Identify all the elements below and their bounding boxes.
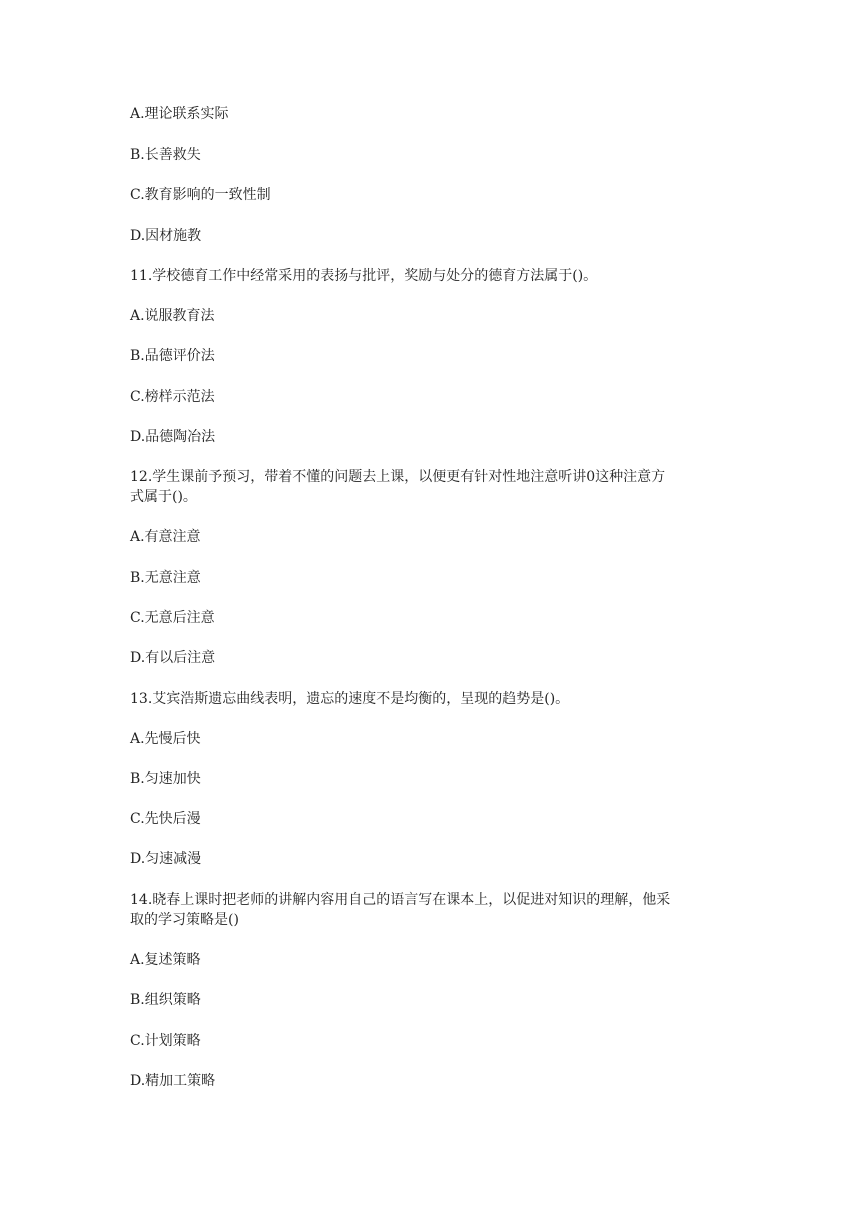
q13-question: 13.艾宾浩斯遗忘曲线表明，遗忘的速度不是均衡的，呈现的趋势是()。 xyxy=(130,691,570,707)
q12-option-b: B.无意注意 xyxy=(130,570,201,586)
q14-question-line1: 14.晓春上课时把老师的讲解内容用自己的语言写在课本上，以促进对知识的理解，他采 xyxy=(130,892,671,908)
q13-option-c: C.先快后漫 xyxy=(130,811,201,827)
q11-option-a: A.说服教育法 xyxy=(130,308,215,324)
q12-question-line1: 12.学生课前予预习，带着不懂的问题去上课，以便更有针对性地注意听讲0这种注意方 xyxy=(130,469,666,485)
q10-option-c: C.教育影响的一致性制 xyxy=(130,187,271,203)
q11-question: 11.学校德育工作中经常采用的表扬与批评，奖励与处分的德育方法属于()。 xyxy=(130,268,598,284)
q12-option-a: A.有意注意 xyxy=(130,529,201,545)
q11-option-b: B.品德评价法 xyxy=(130,348,215,364)
q13-option-d: D.匀速减漫 xyxy=(130,851,202,867)
q11-option-d: D.品德陶冶法 xyxy=(130,429,216,445)
q14-option-c: C.计划策略 xyxy=(130,1033,201,1049)
q14-option-b: B.组织策略 xyxy=(130,992,201,1008)
q10-option-d: D.因材施教 xyxy=(130,228,202,244)
q14-option-d: D.精加工策略 xyxy=(130,1073,216,1089)
q11-option-c: C.榜样示范法 xyxy=(130,389,215,405)
q10-option-b: B.长善救失 xyxy=(130,147,201,163)
q13-option-a: A.先慢后快 xyxy=(130,731,201,747)
q14-option-a: A.复述策略 xyxy=(130,952,201,968)
q13-option-b: B.匀速加快 xyxy=(130,771,201,787)
q14-question-line2: 取的学习策略是() xyxy=(130,912,239,928)
q12-option-d: D.有以后注意 xyxy=(130,650,216,666)
q10-option-a: A.理论联系实际 xyxy=(130,106,229,122)
q12-option-c: C.无意后注意 xyxy=(130,610,215,626)
q12-question-line2: 式属于()。 xyxy=(130,489,197,505)
